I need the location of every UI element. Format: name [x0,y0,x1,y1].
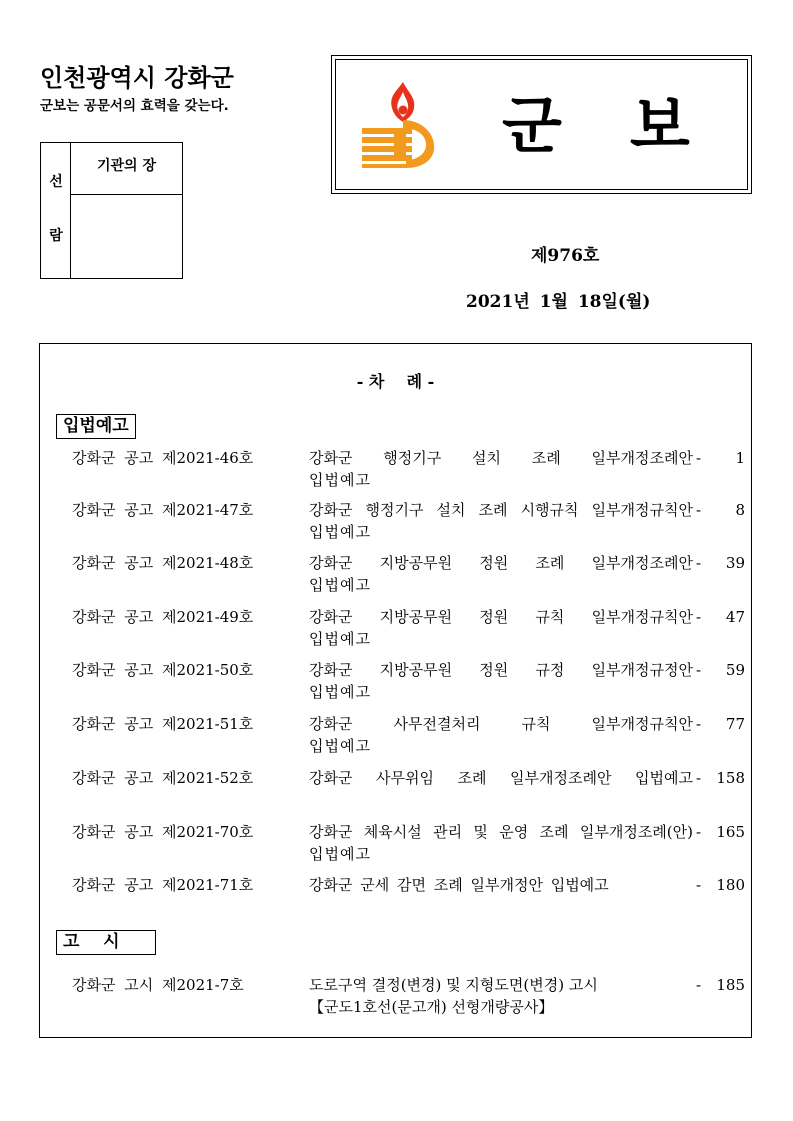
entry-title-line2: 입법예고 [309,845,371,863]
entry-title-line2: 입법예고 [309,683,371,701]
org-title: 인천광역시 강화군 [40,64,234,92]
entry-number: 강화군 공고 제2021-52호 [72,769,254,787]
entry-leader: - [696,715,702,733]
approval-char-2: 람 [49,228,63,244]
entry-page: 39 [725,554,745,572]
entry-title-line2: 입법예고 [309,630,371,648]
entry-leader: - [696,876,702,894]
entry-page: 59 [725,661,745,679]
entry-number: 강화군 공고 제2021-46호 [72,449,254,467]
table-of-contents [39,343,752,1038]
section-label-public-notice: 고 시 [56,930,156,955]
entry-title: 강화군 체육시설 관리 및 운영 조례 일부개정조례(안) [309,823,693,841]
entry-title-line2: 【군도1호선(문고개) 선형개량공사】 [309,998,554,1016]
entry-page: 1 [735,449,745,467]
entry-title: 강화군 사무위임 조례 일부개정조례안 입법예고 [309,769,693,787]
entry-page: 8 [735,501,745,519]
issue-number: 제976호 [531,246,600,266]
entry-title: 도로구역 결정(변경) 및 지형도면(변경) 고시 [309,976,598,994]
approval-head-label: 기관의 장 [97,158,156,174]
entry-number: 강화군 공고 제2021-51호 [72,715,254,733]
entry-page: 165 [716,823,745,841]
entry-title: 강화군 군세 감면 조례 일부개정안 입법예고 [309,876,609,894]
entry-leader: - [696,501,702,519]
entry-leader: - [696,608,702,626]
entry-number: 강화군 공고 제2021-49호 [72,608,254,626]
entry-number: 강화군 공고 제2021-48호 [72,554,254,572]
approval-label-column [41,143,71,278]
entry-title-line2: 입법예고 [309,523,371,541]
gazette-masthead [331,55,758,194]
entry-number: 강화군 고시 제2021-7호 [72,976,244,994]
entry-leader: - [696,661,702,679]
entry-page: 180 [716,876,745,894]
approval-box [40,142,183,279]
entry-title: 강화군 지방공무원 정원 조례 일부개정조례안 [309,554,693,572]
entry-leader: - [696,449,702,467]
gangwha-emblem-icon [356,78,450,170]
entry-leader: - [696,976,702,994]
entry-title-line2: 입법예고 [309,471,371,489]
org-subtitle: 군보는 공문서의 효력을 갖는다. [40,98,229,114]
entry-title: 강화군 사무전결처리 규칙 일부개정규칙안 [309,715,693,733]
approval-divider [71,194,182,195]
section-label-legislative-notice: 입법예고 [56,414,136,439]
gazette-title: 군보 [502,89,758,162]
entry-leader: - [696,554,702,572]
approval-char-1: 선 [49,174,63,190]
entry-leader: - [696,823,702,841]
entry-page: 77 [725,715,745,733]
entry-number: 강화군 공고 제2021-47호 [72,501,254,519]
entry-title-line2: 입법예고 [309,576,371,594]
entry-page: 47 [725,608,745,626]
entry-page: 185 [716,976,745,994]
entry-title-line2: 입법예고 [309,737,371,755]
toc-title: - 차 례 - [356,372,435,391]
entry-title: 강화군 지방공무원 정원 규정 일부개정규정안 [309,661,693,679]
entry-page: 158 [716,769,745,787]
entry-title: 강화군 행정기구 설치 조례 일부개정조례안 [309,449,693,467]
entry-title: 강화군 행정기구 설치 조례 시행규칙 일부개정규칙안 [309,501,693,519]
entry-number: 강화군 공고 제2021-70호 [72,823,254,841]
entry-number: 강화군 공고 제2021-71호 [72,876,254,894]
issue-date: 2021년 1월 18일(월) [466,292,651,312]
entry-leader: - [696,769,702,787]
entry-title: 강화군 지방공무원 정원 규칙 일부개정규칙안 [309,608,693,626]
entry-number: 강화군 공고 제2021-50호 [72,661,254,679]
